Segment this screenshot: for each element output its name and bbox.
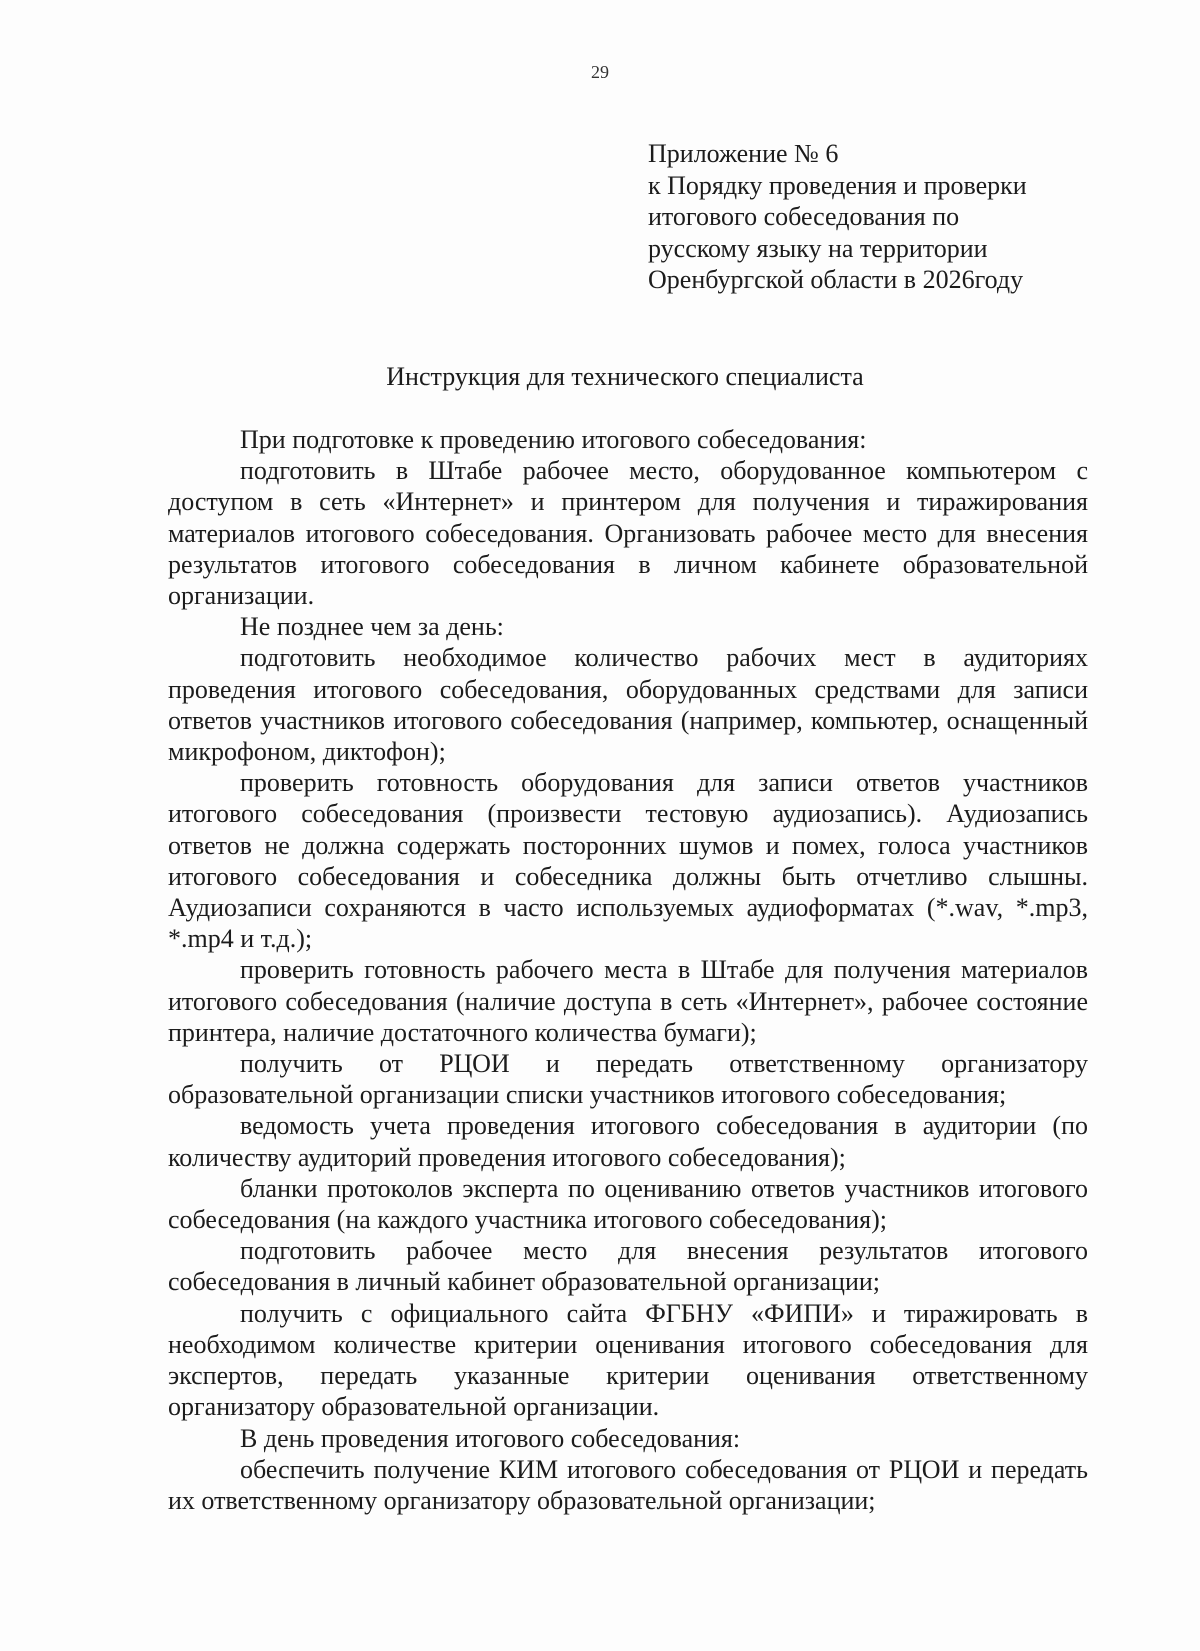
paragraph: ведомость учета проведения итогового собеседования в аудитории (по количеству аудиторий проведения итогового собеседования); [168,1111,1088,1172]
appendix-line: Приложение № 6 [648,139,839,168]
paragraph: обеспечить получение КИМ итогового собеседования от РЦОИ и передать их ответственному организатору образовательной организации; [168,1454,1088,1515]
paragraph: получить от РЦОИ и передать ответственному организатору образовательной организации списки участников итогового собеседования; [168,1049,1088,1110]
document-body [168,424,1088,1516]
section-heading-paragraph: В день проведения итогового собеседования: [240,1423,741,1453]
paragraph: проверить готовность рабочего места в Штабе для получения материалов итогового собеседования (наличие доступа в сеть «Интернет», рабочее состояние принтера, наличие достаточного количества бумаги); [168,955,1088,1047]
section-heading-paragraph: При подготовке к проведению итогового собеседования: [240,425,867,454]
paragraph: подготовить в Штабе рабочее место, оборудованное компьютером с доступом в сеть «Интернет» и принтером для получения и тиражирования материалов итогового собеседования. Организовать рабочее место для внесения результатов итогового собеседования в личном кабинете образовательной организации. [168,456,1088,611]
paragraph: подготовить необходимое количество рабочих мест в аудиториях проведения итогового собеседования, оборудованных средствами для записи ответов участников итогового собеседования (например, компьютер, оснащенный микрофоном, диктофон); [168,643,1088,767]
appendix-line: русскому языку на территории [648,233,988,263]
page-number: 29 [591,62,609,82]
appendix-line: итогового собеседования по [648,202,960,231]
appendix-heading [648,138,1118,296]
document-title: Инструкция для технического специалиста [386,362,864,391]
paragraph: получить с официального сайта ФГБНУ «ФИПИ» и тиражировать в необходимом количестве критерии оценивания итогового собеседования для экспертов, передать указанные критерии оценивания ответственному организатору образовательной организации. [168,1298,1088,1422]
section-heading-paragraph: Не позднее чем за день: [240,612,504,642]
paragraph: подготовить рабочее место для внесения результатов итогового собеседования в личный кабинет образовательной организации; [168,1236,1088,1297]
appendix-line: к Порядку проведения и проверки [648,170,1027,200]
paragraph: проверить готовность оборудования для записи ответов участников итогового собеседования (произвести тестовую аудиозапись). Аудиозапись ответов не должна содержать посторонних шумов и помех, голоса участников итогового собеседования и собеседника должны быть отчетливо слышны. Аудиозаписи сохраняются в часто используемых аудиоформатах (*.wav, *.mp3, *.mp4 и т.д.); [168,768,1088,954]
paragraph: бланки протоколов эксперта по оцениванию ответов участников итогового собеседования (на каждого участника итогового собеседования); [168,1173,1088,1235]
appendix-line: Оренбургской области в 2026году [648,265,1024,294]
